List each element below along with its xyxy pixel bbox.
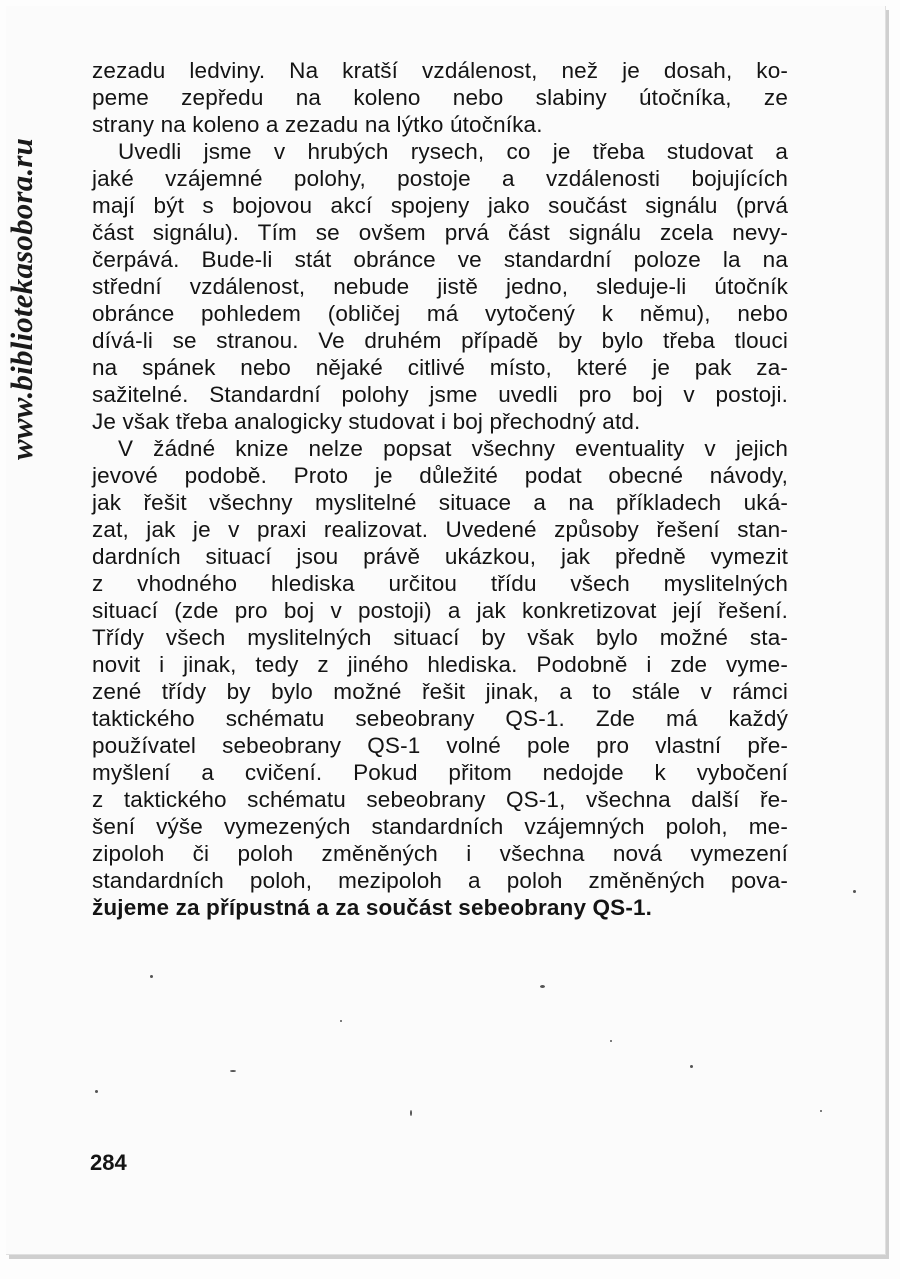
text-line: obránce pohledem (obličej má vytočený k němu), nebo — [92, 301, 788, 326]
page-number: 284 — [90, 1150, 127, 1175]
paragraph-start-line: Uvedli jsme v hrubých rysech, co je třeba studovat a — [118, 139, 788, 164]
text-line: střední vzdálenost, nebude jistě jedno, sleduje-li útočník — [92, 274, 788, 299]
text-line: používatel sebeobrany QS-1 volné pole pro vlastní pře- — [92, 733, 788, 758]
watermark-url: www.bibliotekasobora.ru — [4, 137, 39, 460]
scan-speck — [95, 1090, 98, 1093]
text-line: peme zepředu na koleno nebo slabiny útočníka, ze — [92, 85, 788, 110]
text-line: Je však třeba analogicky studovat i boj přechodný atd. — [92, 409, 641, 434]
text-line: dívá-li se stranou. Ve druhém případě by bylo třeba tlouci — [92, 328, 788, 353]
text-line: strany na koleno a zezadu na lýtko útočníka. — [92, 112, 543, 137]
scan-speck — [853, 890, 856, 893]
scan-speck — [820, 1110, 822, 1112]
text-line: část signálu). Tím se ovšem prvá část signálu zcela nevy- — [92, 220, 788, 245]
paragraph-start-line: V žádné knize nelze popsat všechny eventuality v jejich — [118, 436, 788, 461]
text-line: zezadu ledviny. Na kratší vzdálenost, než je dosah, ko- — [92, 58, 788, 83]
text-line: žujeme za přípustná a za součást sebeobrany QS-1. — [92, 895, 653, 920]
text-line: zené třídy by bylo možné řešit jinak, a to stále v rámci — [92, 679, 788, 704]
scan-speck — [230, 1070, 236, 1072]
scan-speck — [410, 1110, 412, 1116]
text-line: Třídy všech myslitelných situací by však bylo možné sta- — [92, 625, 788, 650]
scan-speck — [150, 975, 153, 978]
text-line: dardních situací jsou právě ukázkou, jak předně vymezit — [92, 544, 788, 569]
text-line: čerpává. Bude-li stát obránce ve standardní poloze la na — [92, 247, 788, 272]
scan-speck — [690, 1065, 693, 1068]
text-line: jevové podobě. Proto je důležité podat obecné návody, — [92, 463, 788, 488]
text-line: na spánek nebo nějaké citlivé místo, které je pak za- — [92, 355, 788, 380]
scan-speck — [540, 985, 545, 988]
text-line: sažitelné. Standardní polohy jsme uvedli pro boj v postoji. — [92, 382, 788, 407]
text-line: zipoloh či poloh změněných i všechna nová vymezení — [92, 841, 788, 866]
text-line: šení výše vymezených standardních vzájemných poloh, me- — [92, 814, 788, 839]
body-text — [92, 57, 788, 921]
text-line: zat, jak je v praxi realizovat. Uvedené způsoby řešení stan- — [92, 517, 788, 542]
scan-speck — [610, 1040, 612, 1042]
text-line: jaké vzájemné polohy, postoje a vzdálenosti bojujících — [92, 166, 788, 191]
text-line: taktického schématu sebeobrany QS-1. Zde má každý — [92, 706, 788, 731]
scan-speck — [340, 1020, 342, 1022]
text-line: myšlení a cvičení. Pokud přitom nedojde k vybočení — [92, 760, 788, 785]
text-line: z vhodného hlediska určitou třídu všech myslitelných — [92, 571, 788, 596]
text-line: mají být s bojovou akcí spojeny jako součást signálu (prvá — [92, 193, 788, 218]
text-line: jak řešit všechny myslitelné situace a na příkladech uká- — [92, 490, 788, 515]
text-line: z taktického schématu sebeobrany QS-1, všechna další ře- — [92, 787, 788, 812]
text-line: standardních poloh, mezipoloh a poloh změněných pova- — [92, 868, 788, 893]
text-line: situací (zde pro boj v postoji) a jak konkretizovat její řešení. — [92, 598, 788, 623]
text-line: novit i jinak, tedy z jiného hlediska. Podobně i zde vyme- — [92, 652, 788, 677]
